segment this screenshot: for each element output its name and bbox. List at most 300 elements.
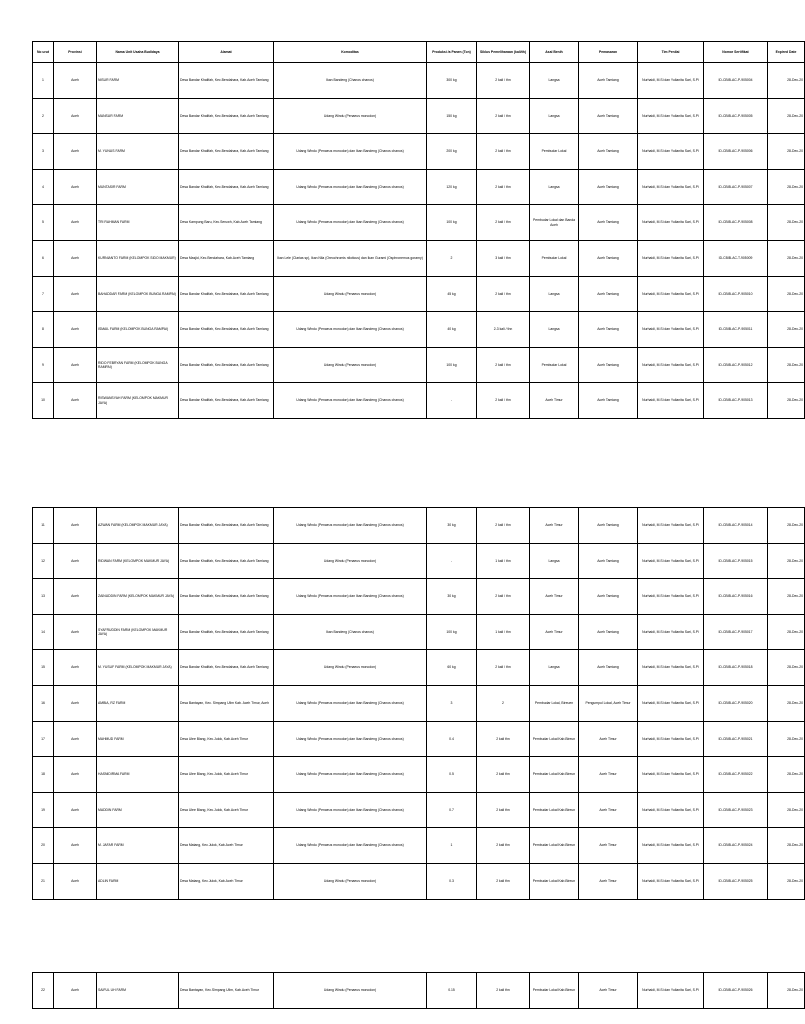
cell-expired-date: 28-Dec-20: [768, 169, 805, 205]
cell-komoditas: Ikan Lele (Clarias sp), Ikan Nila (Oreochromis niloticus) dan Ikan Gurami (Osphronemus goramy): [274, 240, 427, 276]
cell-nomor-sertifikat: ID-CBIB-AC-P-905011: [704, 312, 768, 348]
cell-alamat: Desa Ulee Blang, Kec.Julok, Kab.Aceh Timur: [179, 792, 274, 828]
cell-komoditas: Udang Windu (Penaeus monodon) dan Ikan Bandeng (Chanos chanos): [274, 205, 427, 241]
cell-komoditas: Udang Windu (Penaeus monodon) dan Ikan Bandeng (Chanos chanos): [274, 721, 427, 757]
cell-pemasaran: Aceh Tamiang: [579, 614, 638, 650]
cell-nomor-sertifikat: ID-CBIB-AC-P-905013: [704, 383, 768, 419]
cell-pemasaran: Aceh Tamiang: [579, 240, 638, 276]
cell-komoditas: Udang Windu (Penaeus monodon): [274, 650, 427, 686]
cell-provinsi: Aceh: [54, 685, 97, 721]
cell-nama-unit: AMBIA, RZ FARM: [97, 685, 179, 721]
cell-asal-benih: Langsa: [530, 63, 579, 99]
cell-asal-benih: Pembudar Lokal Kab.Bireun: [530, 757, 579, 793]
cell-tim-penilai: Nurhaidi, M.Si dan Yulianita Sari, S.Pi: [638, 134, 704, 170]
cell-nama-unit: MUNTASIR FARM: [97, 169, 179, 205]
cell-alamat: Desa Bandar Khalifah, Kec.Bendahara, Kab.Aceh Tamiang: [179, 650, 274, 686]
cell-provinsi: Aceh: [54, 973, 97, 1009]
cell-provinsi: Aceh: [54, 543, 97, 579]
cell-produksi: 100 kg: [427, 614, 477, 650]
cell-provinsi: Aceh: [54, 721, 97, 757]
cell-siklus: 2: [477, 685, 530, 721]
cell-siklus: 2-3 kali / thn: [477, 312, 530, 348]
cell-siklus: 3 kali / thn: [477, 240, 530, 276]
table-row: [33, 347, 805, 383]
cell-nama-unit: ZAINUDDIN FARM (KELOMPOK MAKMUR JAYA): [97, 579, 179, 615]
column-header: Asal Benih: [530, 42, 579, 63]
cell-produksi: 200 kg: [427, 134, 477, 170]
cell-asal-benih: Aceh Timur: [530, 383, 579, 419]
cell-pemasaran: Aceh Timur: [579, 721, 638, 757]
cell-siklus: 2 kali thn: [477, 863, 530, 899]
cell-nomor-sertifikat: ID-CBIB-AC-P-905021: [704, 721, 768, 757]
cell-provinsi: Aceh: [54, 134, 97, 170]
cell-komoditas: Udang Windu (Penaeus monodon): [274, 276, 427, 312]
cell-produksi: 2: [427, 240, 477, 276]
cell-nama-unit: RIDO FEBRYAN FARM (KELOMPOK BUNGA RAMPAI): [97, 347, 179, 383]
cell-expired-date: 28-Dec-20: [768, 650, 805, 686]
cell-pemasaran: Aceh Timur: [579, 757, 638, 793]
table-row: [33, 685, 805, 721]
cell-asal-benih: Langsa: [530, 312, 579, 348]
cell-nama-unit: M. YUNUS FARM: [97, 134, 179, 170]
cell-nomor-sertifikat: ID-CBIB-AC-P-905007: [704, 169, 768, 205]
cell-produksi: -: [427, 383, 477, 419]
cell-no: 11: [33, 508, 54, 544]
cell-nama-unit: AZWAN FARM (KELOMPOK MAKMUR JAYA): [97, 508, 179, 544]
cell-asal-benih: Langsa: [530, 276, 579, 312]
cell-pemasaran: Aceh Tamiang: [579, 312, 638, 348]
table-row: [33, 721, 805, 757]
cell-alamat: Desa Kampung Baru, Kec.Seruwh, Kab.Aceh Tamiang: [179, 205, 274, 241]
cell-no: 4: [33, 169, 54, 205]
cell-alamat: Desa Bandar Khalifah, Kec.Bendahara, Kab.Aceh Tamiang: [179, 312, 274, 348]
table-row: [33, 169, 805, 205]
cell-tim-penilai: Nurhaidi, M.Si dan Yulianita Sari, S.Pi: [638, 757, 704, 793]
cell-pemasaran: Aceh Tamiang: [579, 579, 638, 615]
cell-nomor-sertifikat: ID-CBIB-AC-P-905005: [704, 98, 768, 134]
cell-expired-date: 28-Dec-20: [768, 863, 805, 899]
cell-provinsi: Aceh: [54, 614, 97, 650]
cell-siklus: 2 kali thn: [477, 828, 530, 864]
cell-tim-penilai: Nurhaidi, M.Si dan Yulianita Sari, S.Pi: [638, 863, 704, 899]
cell-tim-penilai: Nurhaidi, M.Si dan Yulianita Sari, S.Pi: [638, 240, 704, 276]
cell-asal-benih: Pembudar Lokal Kab.Bireun: [530, 828, 579, 864]
column-header: Provinsi: [54, 42, 97, 63]
cell-no: 5: [33, 205, 54, 241]
cell-nomor-sertifikat: ID-CBIB-AC-P-905010: [704, 276, 768, 312]
cell-produksi: 30 kg: [427, 579, 477, 615]
cell-no: 8: [33, 312, 54, 348]
cell-siklus: 2 kali / thn: [477, 63, 530, 99]
cell-nama-unit: MADDIN FARM: [97, 792, 179, 828]
cell-no: 2: [33, 98, 54, 134]
cell-no: 19: [33, 792, 54, 828]
cell-nama-unit: SAIFUL UH FARM: [97, 973, 179, 1009]
cell-no: 22: [33, 973, 54, 1009]
table-row: [33, 614, 805, 650]
cell-expired-date: 28-Dec-20: [768, 205, 805, 241]
cell-expired-date: 28-Dec-20: [768, 134, 805, 170]
cell-pemasaran: Aceh Tamiang: [579, 63, 638, 99]
cell-siklus: 2 kali / thn: [477, 169, 530, 205]
cell-produksi: 0.3: [427, 863, 477, 899]
cell-alamat: Desa Ulee Blang, Kec.Julok, Kab.Aceh Timur: [179, 757, 274, 793]
cell-siklus: 2 kali thn: [477, 721, 530, 757]
cell-asal-benih: Aceh Timur: [530, 508, 579, 544]
cell-komoditas: Udang Windu (Penaeus monodon) dan Ikan Bandeng (Chanos chanos): [274, 169, 427, 205]
cell-asal-benih: Pembudar Lokal: [530, 134, 579, 170]
cell-expired-date: 28-Dec-20: [768, 614, 805, 650]
cell-asal-benih: Pembudar Lokal dan Banda Aceh: [530, 205, 579, 241]
column-header: Nomor Sertifikat: [704, 42, 768, 63]
cell-asal-benih: Pembudar Lokal: [530, 240, 579, 276]
cell-asal-benih: Pembudar Lokal, Bireuen: [530, 685, 579, 721]
cell-nama-unit: KURNIANTO FARM (KELOMPOK SIDO MAKMUR): [97, 240, 179, 276]
cell-komoditas: Udang Windu (Penaeus monodon) dan Ikan Bandeng (Chanos chanos): [274, 792, 427, 828]
column-header: Komoditas: [274, 42, 427, 63]
cell-asal-benih: Pembudar Lokal Kab.Bireun: [530, 721, 579, 757]
register-table-page-2: [32, 507, 803, 900]
cell-expired-date: 28-Dec-20: [768, 685, 805, 721]
cell-tim-penilai: Nurhaidi, M.Si dan Yulianita Sari, S.Pi: [638, 828, 704, 864]
cell-provinsi: Aceh: [54, 383, 97, 419]
cell-nomor-sertifikat: ID-CBIB-AC-P-905015: [704, 543, 768, 579]
column-header: No urut: [33, 42, 54, 63]
cell-expired-date: 28-Dec-20: [768, 312, 805, 348]
cell-pemasaran: Aceh Timur: [579, 863, 638, 899]
cell-no: 20: [33, 828, 54, 864]
cell-nomor-sertifikat: ID-CBIB-AC-P-905026: [704, 973, 768, 1009]
cell-produksi: 60 kg: [427, 650, 477, 686]
cell-komoditas: Udang Windu (Penaeus monodon): [274, 98, 427, 134]
cell-nama-unit: SYAFRUDDIN FARM (KELOMPOK MAKMUR JAYA): [97, 614, 179, 650]
cell-provinsi: Aceh: [54, 205, 97, 241]
cell-expired-date: 28-Dec-20: [768, 240, 805, 276]
table-row: [33, 63, 805, 99]
cell-produksi: 100 kg: [427, 347, 477, 383]
table-row: [33, 312, 805, 348]
cell-asal-benih: Langsa: [530, 169, 579, 205]
column-header: Tim Penilai: [638, 42, 704, 63]
table-row: [33, 276, 805, 312]
cell-expired-date: 28-Dec-20: [768, 973, 805, 1009]
cell-tim-penilai: Nurhaidi, M.Si dan Yulianita Sari, S.Pi: [638, 973, 704, 1009]
cell-nama-unit: RISWANSYAH FARM (KELOMPOK MAKMUR JAYA): [97, 383, 179, 419]
cell-produksi: 45 kg: [427, 276, 477, 312]
cell-provinsi: Aceh: [54, 650, 97, 686]
cell-pemasaran: Aceh Tamiang: [579, 383, 638, 419]
cell-provinsi: Aceh: [54, 347, 97, 383]
cell-expired-date: 28-Dec-20: [768, 828, 805, 864]
cell-nama-unit: M. YUSUF FARM (KELOMPOK MAKMUR JAYA): [97, 650, 179, 686]
cell-asal-benih: Pembudar Lokal Kab.Bireun: [530, 792, 579, 828]
table-row: [33, 757, 805, 793]
cell-alamat: Desa Bandar Khalifah, Kec.Bendahara, Kab.Aceh Tamiang: [179, 169, 274, 205]
cell-tim-penilai: Nurhaidi, M.Si dan Yulianita Sari, S.Pi: [638, 63, 704, 99]
cell-pemasaran: Aceh Tamiang: [579, 276, 638, 312]
cell-komoditas: Udang Windu (Penaeus monodon) dan Ikan Bandeng (Chanos chanos): [274, 757, 427, 793]
table-row: [33, 134, 805, 170]
cell-asal-benih: Pembudar Lokal Kab.Bireun: [530, 863, 579, 899]
cell-no: 10: [33, 383, 54, 419]
cell-nomor-sertifikat: ID-CBIB-AC-P-905014: [704, 508, 768, 544]
cell-asal-benih: Langsa: [530, 650, 579, 686]
register-table-page-1: [32, 41, 803, 419]
cell-komoditas: Udang Windu (Penaeus monodon) dan Ikan Bandeng (Chanos chanos): [274, 383, 427, 419]
cell-komoditas: Udang Windu (Penaeus monodon) dan Ikan Bandeng (Chanos chanos): [274, 579, 427, 615]
cell-nama-unit: MANSUR FARM: [97, 98, 179, 134]
cell-produksi: 120 kg: [427, 169, 477, 205]
table-row: [33, 863, 805, 899]
cell-nomor-sertifikat: ID-CBIB-AC-P-905006: [704, 134, 768, 170]
cell-no: 17: [33, 721, 54, 757]
cell-no: 9: [33, 347, 54, 383]
cell-produksi: -: [427, 543, 477, 579]
cell-komoditas: Udang Windu (Penaeus monodon) dan Ikan Bandeng (Chanos chanos): [274, 134, 427, 170]
cell-komoditas: Udang Windu (Penaeus monodon) dan Ikan Bandeng (Chanos chanos): [274, 508, 427, 544]
table-row: [33, 650, 805, 686]
cell-alamat: Desa Bandar Khalifah, Kec.Bendahara, Kab.Aceh Tamiang: [179, 614, 274, 650]
cell-nomor-sertifikat: ID-CBIB-AC-T-905009: [704, 240, 768, 276]
cell-nama-unit: NISUR FARM: [97, 63, 179, 99]
cell-siklus: 2 kali / thn: [477, 383, 530, 419]
cell-siklus: 1 kali / thn: [477, 543, 530, 579]
column-header: Expired Date: [768, 42, 805, 63]
cell-pemasaran: Aceh Timur: [579, 792, 638, 828]
cell-nomor-sertifikat: ID-CBIB-AC-P-905012: [704, 347, 768, 383]
cell-nomor-sertifikat: ID-CBIB-AC-P-905024: [704, 828, 768, 864]
cell-expired-date: 28-Dec-20: [768, 579, 805, 615]
cell-produksi: 100 kg: [427, 205, 477, 241]
table-row: [33, 828, 805, 864]
cell-nama-unit: RIDWAN FARM (KELOMPOK MAKMUR JAYA): [97, 543, 179, 579]
cell-siklus: 2 kali thn: [477, 973, 530, 1009]
cell-no: 12: [33, 543, 54, 579]
cell-no: 21: [33, 863, 54, 899]
cell-alamat: Desa Bantayan, Kec.Simpang Ulim, Kab.Aceh Timur: [179, 973, 274, 1009]
cell-tim-penilai: Nurhaidi, M.Si dan Yulianita Sari, S.Pi: [638, 650, 704, 686]
column-header: Pemasaran: [579, 42, 638, 63]
cell-pemasaran: Aceh Tamiang: [579, 169, 638, 205]
cell-produksi: 1: [427, 828, 477, 864]
cell-expired-date: 28-Dec-20: [768, 98, 805, 134]
cell-siklus: 1 kali / thn: [477, 614, 530, 650]
cell-asal-benih: Aceh Timur: [530, 614, 579, 650]
cell-no: 3: [33, 134, 54, 170]
cell-siklus: 2 kali / thn: [477, 134, 530, 170]
cell-alamat: Desa Matang, Kec.Julok, Kab.Aceh Timur: [179, 863, 274, 899]
cell-provinsi: Aceh: [54, 792, 97, 828]
cell-tim-penilai: Nurhaidi, M.Si dan Yulianita Sari, S.Pi: [638, 205, 704, 241]
cell-provinsi: Aceh: [54, 63, 97, 99]
cell-provinsi: Aceh: [54, 276, 97, 312]
cell-pemasaran: Aceh Timur: [579, 973, 638, 1009]
cell-expired-date: 28-Dec-20: [768, 508, 805, 544]
table-row: [33, 205, 805, 241]
cell-siklus: 2 kali / thn: [477, 347, 530, 383]
cell-alamat: Desa Masjid, Kec.Bendahara, Kab.Aceh Tamiang: [179, 240, 274, 276]
cell-pemasaran: Aceh Tamiang: [579, 134, 638, 170]
cell-alamat: Desa Bandar Khalifah, Kec.Bendahara, Kab.Aceh Tamiang: [179, 383, 274, 419]
cell-nomor-sertifikat: ID-CBIB-AC-P-905020: [704, 685, 768, 721]
cell-produksi: 150 kg: [427, 98, 477, 134]
table-row: [33, 579, 805, 615]
cell-expired-date: 28-Dec-20: [768, 792, 805, 828]
cell-tim-penilai: Nurhaidi, M.Si dan Yulianita Sari, S.Pi: [638, 543, 704, 579]
cell-provinsi: Aceh: [54, 828, 97, 864]
cell-komoditas: Ikan Bandeng (Chanos chanos): [274, 614, 427, 650]
cell-expired-date: 28-Dec-20: [768, 347, 805, 383]
cell-nomor-sertifikat: ID-CBIB-AC-P-905018: [704, 650, 768, 686]
cell-nomor-sertifikat: ID-CBIB-AC-P-905008: [704, 205, 768, 241]
cell-siklus: 2 kali / thn: [477, 508, 530, 544]
cell-alamat: Desa Matang, Kec.Julok, Kab.Aceh Timur: [179, 828, 274, 864]
table-row: [33, 973, 805, 1009]
cell-tim-penilai: Nurhaidi, M.Si dan Yulianita Sari, S.Pi: [638, 347, 704, 383]
cell-produksi: 30 kg: [427, 508, 477, 544]
cell-alamat: Desa Bandar Khalifah, Kec.Bendahara, Kab.Aceh Tamiang: [179, 347, 274, 383]
column-header: Nama Unit Usaha Budidaya: [97, 42, 179, 63]
cell-komoditas: Udang Windu (Penaeus monodon): [274, 973, 427, 1009]
cell-produksi: 300 kg: [427, 63, 477, 99]
cell-siklus: 2 kali / thn: [477, 579, 530, 615]
table-row: [33, 543, 805, 579]
cell-nama-unit: ISMAIL FARM (KELOMPOK BUNGA RAMPAI): [97, 312, 179, 348]
cell-siklus: 2 kali / thn: [477, 650, 530, 686]
table-row: [33, 383, 805, 419]
cell-tim-penilai: Nurhaidi, M.Si dan Yulianita Sari, S.Pi: [638, 685, 704, 721]
cell-alamat: Desa Bantayan, Kec. Simpang Ulim Kab. Aceh Timur, Aceh: [179, 685, 274, 721]
cell-tim-penilai: Nurhaidi, M.Si dan Yulianita Sari, S.Pi: [638, 276, 704, 312]
cell-tim-penilai: Nurhaidi, M.Si dan Yulianita Sari, S.Pi: [638, 312, 704, 348]
cell-asal-benih: Pembudar Lokal Kab.Bireun: [530, 973, 579, 1009]
cell-provinsi: Aceh: [54, 508, 97, 544]
cell-tim-penilai: Nurhaidi, M.Si dan Yulianita Sari, S.Pi: [638, 721, 704, 757]
table-header-row: [33, 42, 805, 63]
table-row: [33, 240, 805, 276]
cell-pemasaran: Pengumpul Lokal, Aceh Timur: [579, 685, 638, 721]
cell-alamat: Desa Bandar Khalifah, Kec.Bendahara, Kab.Aceh Tamiang: [179, 134, 274, 170]
cell-provinsi: Aceh: [54, 757, 97, 793]
cell-nomor-sertifikat: ID-CBIB-AC-P-905004: [704, 63, 768, 99]
cell-pemasaran: Aceh Tamiang: [579, 205, 638, 241]
cell-no: 15: [33, 650, 54, 686]
column-header: Siklus Pemeliharaan (kali/th): [477, 42, 530, 63]
cell-asal-benih: Pembudar Lokal: [530, 347, 579, 383]
cell-pemasaran: Aceh Timur: [579, 828, 638, 864]
cell-asal-benih: Aceh Timur: [530, 579, 579, 615]
cell-pemasaran: Aceh Tamiang: [579, 98, 638, 134]
cell-tim-penilai: Nurhaidi, M.Si dan Yulianita Sari, S.Pi: [638, 614, 704, 650]
cell-pemasaran: Aceh Tamiang: [579, 543, 638, 579]
cell-provinsi: Aceh: [54, 240, 97, 276]
cell-nama-unit: TRI RAHMAN FARM: [97, 205, 179, 241]
cell-provinsi: Aceh: [54, 863, 97, 899]
cell-provinsi: Aceh: [54, 98, 97, 134]
cell-komoditas: Udang Windu (Penaeus monodon) dan Ikan Bandeng (Chanos chanos): [274, 828, 427, 864]
cell-pemasaran: Aceh Tamiang: [579, 347, 638, 383]
cell-pemasaran: Aceh Tamiang: [579, 650, 638, 686]
cell-nomor-sertifikat: ID-CBIB-AC-P-905017: [704, 614, 768, 650]
cell-provinsi: Aceh: [54, 579, 97, 615]
cell-tim-penilai: Nurhaidi, M.Si dan Yulianita Sari, S.Pi: [638, 383, 704, 419]
cell-no: 13: [33, 579, 54, 615]
cell-nama-unit: HASNIDIRMA FARM: [97, 757, 179, 793]
cell-nomor-sertifikat: ID-CBIB-AC-P-905025: [704, 863, 768, 899]
cell-no: 6: [33, 240, 54, 276]
cell-tim-penilai: Nurhaidi, M.Si dan Yulianita Sari, S.Pi: [638, 579, 704, 615]
cell-no: 14: [33, 614, 54, 650]
cell-expired-date: 28-Dec-20: [768, 276, 805, 312]
cell-komoditas: Udang Windu (Penaeus monodon) dan Ikan Bandeng (Chanos chanos): [274, 685, 427, 721]
cell-siklus: 2 kali / thn: [477, 205, 530, 241]
cell-siklus: 2 kali / thn: [477, 276, 530, 312]
cell-nomor-sertifikat: ID-CBIB-AC-P-905023: [704, 792, 768, 828]
cell-asal-benih: Langsa: [530, 543, 579, 579]
cell-alamat: Desa Bandar Khalifah, Kec.Bendahara, Kab.Aceh Tamiang: [179, 543, 274, 579]
cell-nama-unit: MAHMUD FARM: [97, 721, 179, 757]
cell-alamat: Desa Bandar Khalifah, Kec.Bendahara, Kab.Aceh Tamiang: [179, 579, 274, 615]
table-row: [33, 98, 805, 134]
cell-produksi: 0.15: [427, 973, 477, 1009]
cell-alamat: Desa Bandar Khalifah, Kec.Bendahara, Kab.Aceh Tamiang: [179, 276, 274, 312]
cell-nama-unit: BAHADDAR FARM (KELOMPOK BUNGA RAMPAI): [97, 276, 179, 312]
table-row: [33, 792, 805, 828]
cell-no: 16: [33, 685, 54, 721]
cell-produksi: 40 kg: [427, 312, 477, 348]
cell-tim-penilai: Nurhaidi, M.Si dan Yulianita Sari, S.Pi: [638, 169, 704, 205]
cell-produksi: 3: [427, 685, 477, 721]
cell-expired-date: 28-Dec-20: [768, 63, 805, 99]
cell-komoditas: Udang Windu (Penaeus monodon) dan Ikan Bandeng (Chanos chanos): [274, 312, 427, 348]
register-table-page-3: [32, 972, 803, 1009]
cell-expired-date: 28-Dec-20: [768, 721, 805, 757]
cell-nomor-sertifikat: ID-CBIB-AC-P-905022: [704, 757, 768, 793]
cell-no: 1: [33, 63, 54, 99]
cell-provinsi: Aceh: [54, 169, 97, 205]
cell-alamat: Desa Bandar Khalifah, Kec.Bendahara, Kab.Aceh Tamiang: [179, 98, 274, 134]
cell-asal-benih: Langsa: [530, 98, 579, 134]
cell-tim-penilai: Nurhaidi, M.Si dan Yulianita Sari, S.Pi: [638, 98, 704, 134]
cell-tim-penilai: Nurhaidi, M.Si dan Yulianita Sari, S.Pi: [638, 508, 704, 544]
cell-komoditas: Udang Windu (Penaeus monodon): [274, 543, 427, 579]
cell-siklus: 2 kali thn: [477, 792, 530, 828]
cell-nomor-sertifikat: ID-CBIB-AC-P-905016: [704, 579, 768, 615]
cell-produksi: 0.7: [427, 792, 477, 828]
cell-pemasaran: Aceh Tamiang: [579, 508, 638, 544]
cell-komoditas: Udang Windu (Penaeus monodon): [274, 863, 427, 899]
cell-expired-date: 28-Dec-20: [768, 543, 805, 579]
cell-alamat: Desa Bandar Khalifah, Kec.Bendahara, Kab.Aceh Tamiang: [179, 63, 274, 99]
cell-expired-date: 28-Dec-20: [768, 757, 805, 793]
cell-alamat: Desa Bandar Khalifah, Kec.Bendahara, Kab.Aceh Tamiang: [179, 508, 274, 544]
cell-siklus: 2 kali thn: [477, 757, 530, 793]
cell-produksi: 0.5: [427, 757, 477, 793]
cell-expired-date: 28-Dec-20: [768, 383, 805, 419]
cell-alamat: Desa Ulee Blang, Kec.Julok, Kab.Aceh Timur: [179, 721, 274, 757]
cell-no: 7: [33, 276, 54, 312]
column-header: Alamat: [179, 42, 274, 63]
cell-produksi: 0.4: [427, 721, 477, 757]
table-row: [33, 508, 805, 544]
cell-komoditas: Udang Windu (Penaeus monodon): [274, 347, 427, 383]
cell-siklus: 2 kali / thn: [477, 98, 530, 134]
cell-tim-penilai: Nurhaidi, M.Si dan Yulianita Sari, S.Pi: [638, 792, 704, 828]
cell-provinsi: Aceh: [54, 312, 97, 348]
column-header: Produksi /a Panen (Ton): [427, 42, 477, 63]
cell-komoditas: Ikan Bandeng (Chanos chanos): [274, 63, 427, 99]
cell-no: 18: [33, 757, 54, 793]
